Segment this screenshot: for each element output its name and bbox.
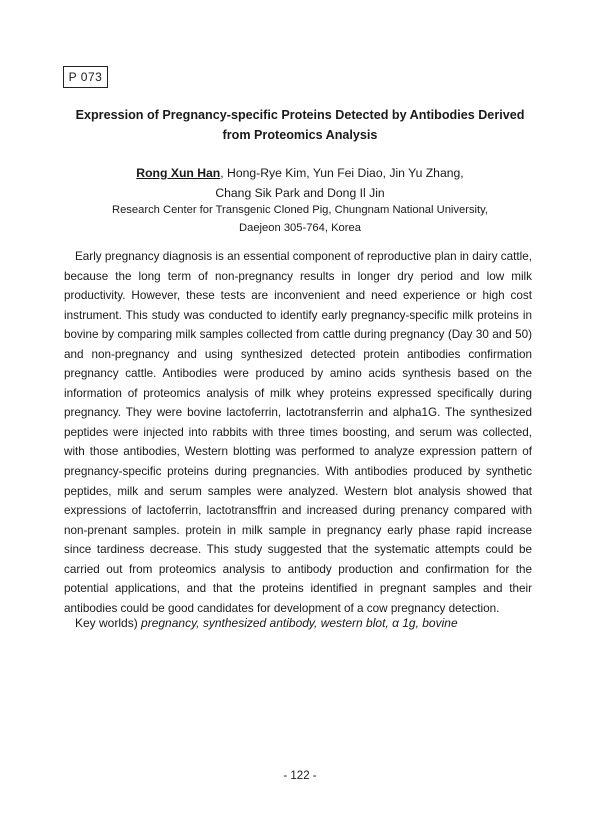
author-line-2: Chang Sik Park and Dong Il Jin [215,186,385,200]
abstract-body: Early pregnancy diagnosis is an essential component of reproductive plan in dairy cattle, because the long term of non-pregnancy results in longer dry period and low milk productivity. However, these tests are inconvenient and need experience or high cost instrument. This study was conducted to identify early pregnancy-specific milk proteins in bovine by comparing milk samples collected from cattle during pregnancy (Day 30 and 50) and non-pregnancy and using synthesized detected protein antibodies confirmation pregnancy cattle. Antibodies were produced by amino acids synthesis based on the information of proteomics analysis of milk whey proteins expressed specifically during pregnancy. They were bovine lactoferrin, lactotransferrin and alpha1G. The synthesized peptides were injected into rabbits with three times boosting, and serum was collected, with those antibodies, Western blotting was performed to analyze expression pattern of pregnancy-specific proteins during pregnancies. With antibodies produced by synthetic peptides, milk and serum samples were analyzed. Western blot analysis showed that expressions of lactoferrin, lactotransffrin and increased during prenancy compared with non-prenant samples. protein in milk sample in pregnancy early phase rapid increase since tardiness decrease. This study suggested that the systematic attempts could be carried out from proteomics analysis to antibody production and confirmation for the potential applications, and that the proteins identified in pregnant samples and their antibodies could be good candidates for development of a cow pregnancy detection. [64,250,532,615]
poster-code-box: P 073 [63,66,108,88]
co-authors-line-1: , Hong-Rye Kim, Yun Fei Diao, Jin Yu Zhang, [220,166,464,180]
keywords-line [75,614,458,632]
affiliation-line-2: Daejeon 305-764, Korea [239,222,361,234]
keywords-label: Key worlds) [75,616,138,630]
presenting-author: Rong Xun Han [136,166,221,180]
affiliation-line-1: Research Center for Transgenic Cloned Pig, Chungnam National University, [112,204,488,216]
keywords-list: pregnancy, synthesized antibody, western blot, α 1g, bovine [141,616,458,630]
author-line-1 [60,163,540,183]
author-list [60,163,540,203]
page-number: - 122 - [283,770,317,782]
paper-title: Expression of Pregnancy-specific Proteins Detected by Antibodies Derived from Proteomics Analysis [75,108,525,142]
affiliation [60,201,540,237]
